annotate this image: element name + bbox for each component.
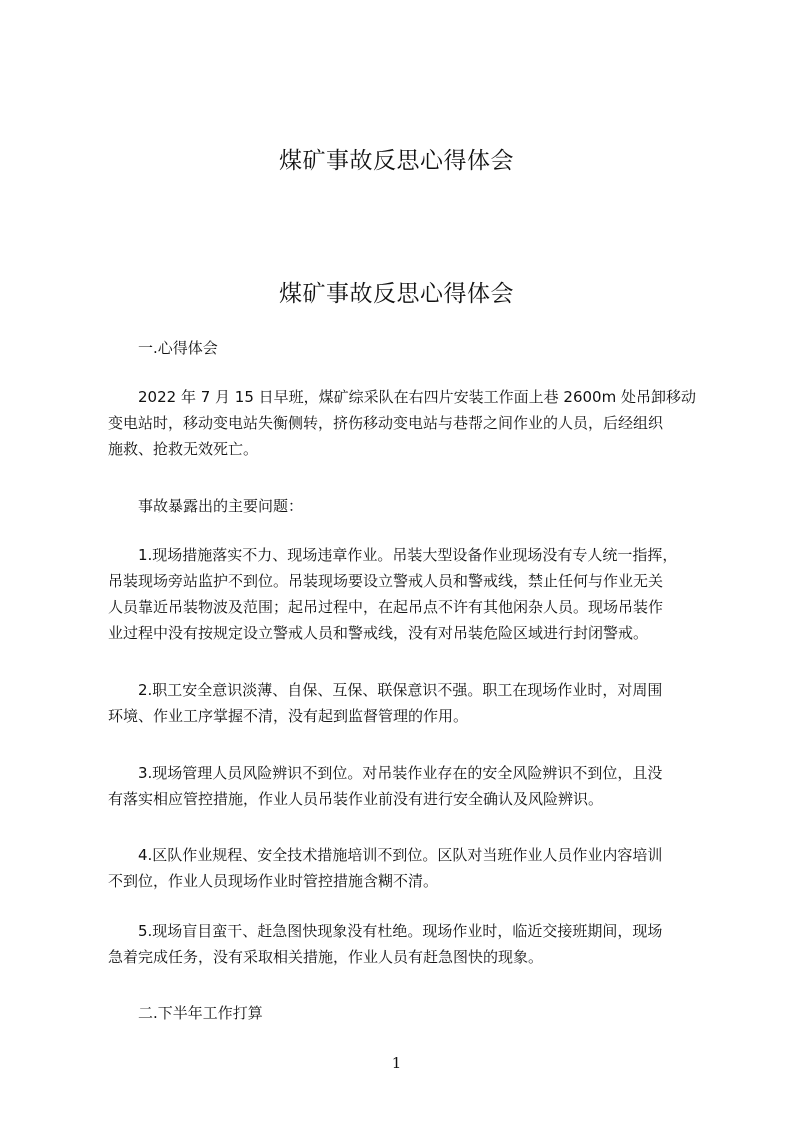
paragraph-incident: 2022 年 7 月 15 日早班，煤矿综采队在右四片安装工作面上巷 2600m 处吊卸移动 变电站时，移动变电站失衡侧转，挤伤移动变电站与巷帮之间作业的人员，后经组织 施救、抢救无效死亡。 [108,388,696,458]
document-title: 煤矿事故反思心得体会 [279,281,514,307]
section-heading-2: 二.下半年工作打算 [138,1004,263,1022]
paragraph-problem-5: 5.现场盲目蛮干、赶急图快现象没有杜绝。现场作业时，临近交接班期间，现场 急着完成任务，没有采取相关措施，作业人员有赶急图快的现象。 [108,922,663,966]
section-heading-1: 一.心得体会 [138,339,218,357]
paragraph-problem-1: 1.现场措施落实不力、现场违章作业。吊装大型设备作业现场没有专人统一指挥， 吊装现场旁站监护不到位。吊装现场要设立警戒人员和警戒线，禁止任何与作业无关 人员靠近吊装物波及范围；起吊过程中，在起吊点不许有其他闲杂人员。现场吊装作 业过程中没有按规定设立警戒人员和警戒线，没有对吊装危险区域进行封闭警戒。 [108,546,678,642]
paragraph-problem-4: 4.区队作业规程、安全技术措施培训不到位。区队对当班作业人员作业内容培训 不到位，作业人员现场作业时管控措施含糊不清。 [108,846,663,890]
paragraph-problem-2: 2.职工安全意识淡薄、自保、互保、联保意识不强。职工在现场作业时，对周围 环境、作业工序掌握不清，没有起到监督管理的作用。 [108,681,663,725]
paragraph-problems-intro: 事故暴露出的主要问题： [138,497,304,515]
paragraph-problem-3: 3.现场管理人员风险辨识不到位。对吊装作业存在的安全风险辨识不到位，且没 有落实相应管控措施，作业人员吊装作业前没有进行安全确认及风险辨识。 [108,764,663,808]
cover-title: 煤矿事故反思心得体会 [279,148,514,174]
page-number: 1 [391,1054,402,1072]
